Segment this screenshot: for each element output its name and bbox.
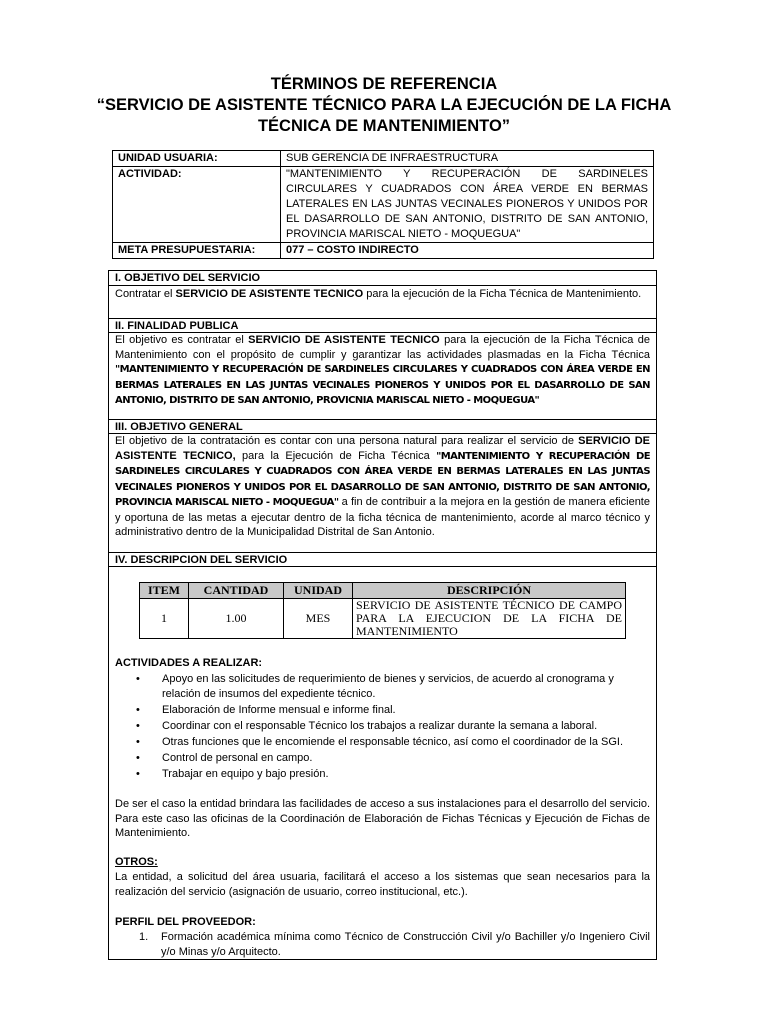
info-row-unidad bbox=[113, 151, 654, 167]
list-item: • Control de personal en campo. bbox=[133, 751, 653, 766]
cantidad-cell: 1.00 bbox=[189, 599, 284, 639]
section-objetivo-servicio-text: Contratar el SERVICIO DE ASISTENTE TECNICO para la ejecución de la Ficha Técnica de Mantenimiento. bbox=[115, 288, 642, 300]
unidad-label: UNIDAD USUARIA: bbox=[113, 151, 281, 167]
section-descripcion-heading: IV. DESCRIPCION DEL SERVICIO bbox=[109, 552, 656, 567]
document-subtitle-line1: “SERVICIO DE ASISTENTE TÉCNICO PARA LA EJECUCIÓN DE LA FICHA bbox=[96, 96, 672, 114]
section-objetivo-general-heading: III. OBJETIVO GENERAL bbox=[109, 419, 656, 434]
col-cantidad-header: CANTIDAD bbox=[189, 583, 284, 599]
unidad-cell: MES bbox=[284, 599, 353, 639]
otros-paragraph: La entidad, a solicitud del área usuaria, facilitará el acceso a los sistemas que sean necesarios para la realización del servicio (asignación de usuario, correo institucional, etc.). bbox=[115, 871, 650, 898]
actividades-title: ACTIVIDADES A REALIZAR: bbox=[115, 657, 263, 669]
item-cell: 1 bbox=[140, 599, 189, 639]
items-table bbox=[139, 582, 626, 639]
list-item: • Trabajar en equipo y bajo presión. bbox=[133, 767, 653, 782]
entidad-paragraph: De ser el caso la entidad brindara las facilidades de acceso a sus instalaciones para el desarrollo del servicio. Para este caso las oficinas de la Coordinación de Elaboración de Fichas Técnicas y Ejecución de Fichas de Mantenimiento. bbox=[115, 798, 651, 839]
col-descripcion-header: DESCRIPCIÓN bbox=[353, 583, 626, 599]
perfil-item: Formación académica mínima como Técnico de Construcción Civil y/o Bachiller y/o Ingeniero Civil y/o Minas y/o Arquitecto. bbox=[161, 931, 650, 958]
perfil-number: 1. bbox=[139, 931, 149, 943]
actividad-label: ACTIVIDAD: bbox=[113, 167, 281, 243]
perfil-title: PERFIL DEL PROVEEDOR: bbox=[115, 916, 256, 928]
unidad-value: SUB GERENCIA DE INFRAESTRUCTURA bbox=[281, 151, 654, 167]
section-finalidad-text: El objetivo es contratar el SERVICIO DE ASISTENTE TECNICO para la ejecución de la Ficha Técnica de Mantenimiento con el propósito de cumplir y garantizar las actividades plasmadas en la Ficha Técnica "MANTENIMIENTO Y RECUPERACIÓN DE SARDINELES CIRCULARES Y CUADRADOS CON ÁREA VERDE EN BERMAS LATERALES EN LAS JUNTAS VECINALES PIONEROS Y UNIDOS POR EL DASARROLLO DE SAN ANTONIO, DISTRITO DE SAN ANTONIO, PROVICNIA MARISCAL NIETO - MOQUEGUA" bbox=[115, 334, 650, 406]
document-title: TÉRMINOS DE REFERENCIA bbox=[270, 75, 498, 93]
info-row-meta bbox=[113, 243, 654, 259]
list-item: • Coordinar con el responsable Técnico los trabajos a realizar durante la semana a laboral. bbox=[133, 719, 653, 734]
col-item-header: ITEM bbox=[140, 583, 189, 599]
actividades-list bbox=[133, 672, 653, 783]
list-item: • Apoyo en las solicitudes de requerimiento de bienes y servicios, de acuerdo al cronograma y relación de insumos del expediente técnico. bbox=[133, 672, 653, 701]
actividad-value: "MANTENIMIENTO Y RECUPERACIÓN DE SARDINELES CIRCULARES Y CUADRADOS CON ÁREA VERDE EN BERMAS LATERALES EN LAS JUNTAS VECINALES PIONEROS Y UNIDOS POR EL DASARROLLO DE SAN ANTONIO, DISTRITO DE SAN ANTONIO, PROVINCIA MARISCAL NIETO - MOQUEGUA" bbox=[281, 167, 654, 243]
list-item: • Elaboración de Informe mensual e informe final. bbox=[133, 703, 653, 718]
items-header-row bbox=[140, 583, 626, 599]
section-objetivo-general-text: El objetivo de la contratación es contar con una persona natural para realizar el servicio de SERVICIO DE ASISTENTE TECNICO, para la Ejecución de Ficha Técnica "MANTENIMIENTO Y RECUPERACIÓN DE SARDINELES CIRCULARES Y CUADRADOS CON ÁREA VERDE EN BERMAS LATERALES EN LAS JUNTAS VECINALES PIONEROS Y UNIDOS POR EL DASARROLLO DE SAN ANTONIO, DISTRITO DE SAN ANTONIO, PROVINCIA MARISCAL NIETO - MOQUEGUA" a fin de contribuir a la mejora en la gestión de manera eficiente y oportuna de las metas a ejecutar dentro de la ficha técnica de mantenimiento, acorde al marco técnico y administrativo dentro de la Municipalidad Distrital de San Antonio. bbox=[115, 435, 650, 538]
table-row bbox=[140, 599, 626, 639]
info-table bbox=[112, 150, 654, 259]
document-subtitle-line2: TÉCNICA DE MANTENIMIENTO” bbox=[257, 117, 511, 135]
meta-label: META PRESUPUESTARIA: bbox=[113, 243, 281, 259]
section-finalidad-heading: II. FINALIDAD PUBLICA bbox=[109, 318, 656, 333]
col-unidad-header: UNIDAD bbox=[284, 583, 353, 599]
otros-title: OTROS: bbox=[115, 856, 158, 868]
section-objetivo-servicio-heading: I. OBJETIVO DEL SERVICIO bbox=[109, 271, 656, 286]
list-item: • Otras funciones que le encomiende el responsable técnico, así como el coordinador de la SGI. bbox=[133, 735, 653, 750]
terms-box bbox=[108, 270, 657, 960]
meta-value: 077 – COSTO INDIRECTO bbox=[281, 243, 654, 259]
descripcion-cell: SERVICIO DE ASISTENTE TÉCNICO DE CAMPO PARA LA EJECUCION DE LA FICHA DE MANTENIMIENTO bbox=[353, 599, 626, 639]
info-row-actividad bbox=[113, 167, 654, 243]
